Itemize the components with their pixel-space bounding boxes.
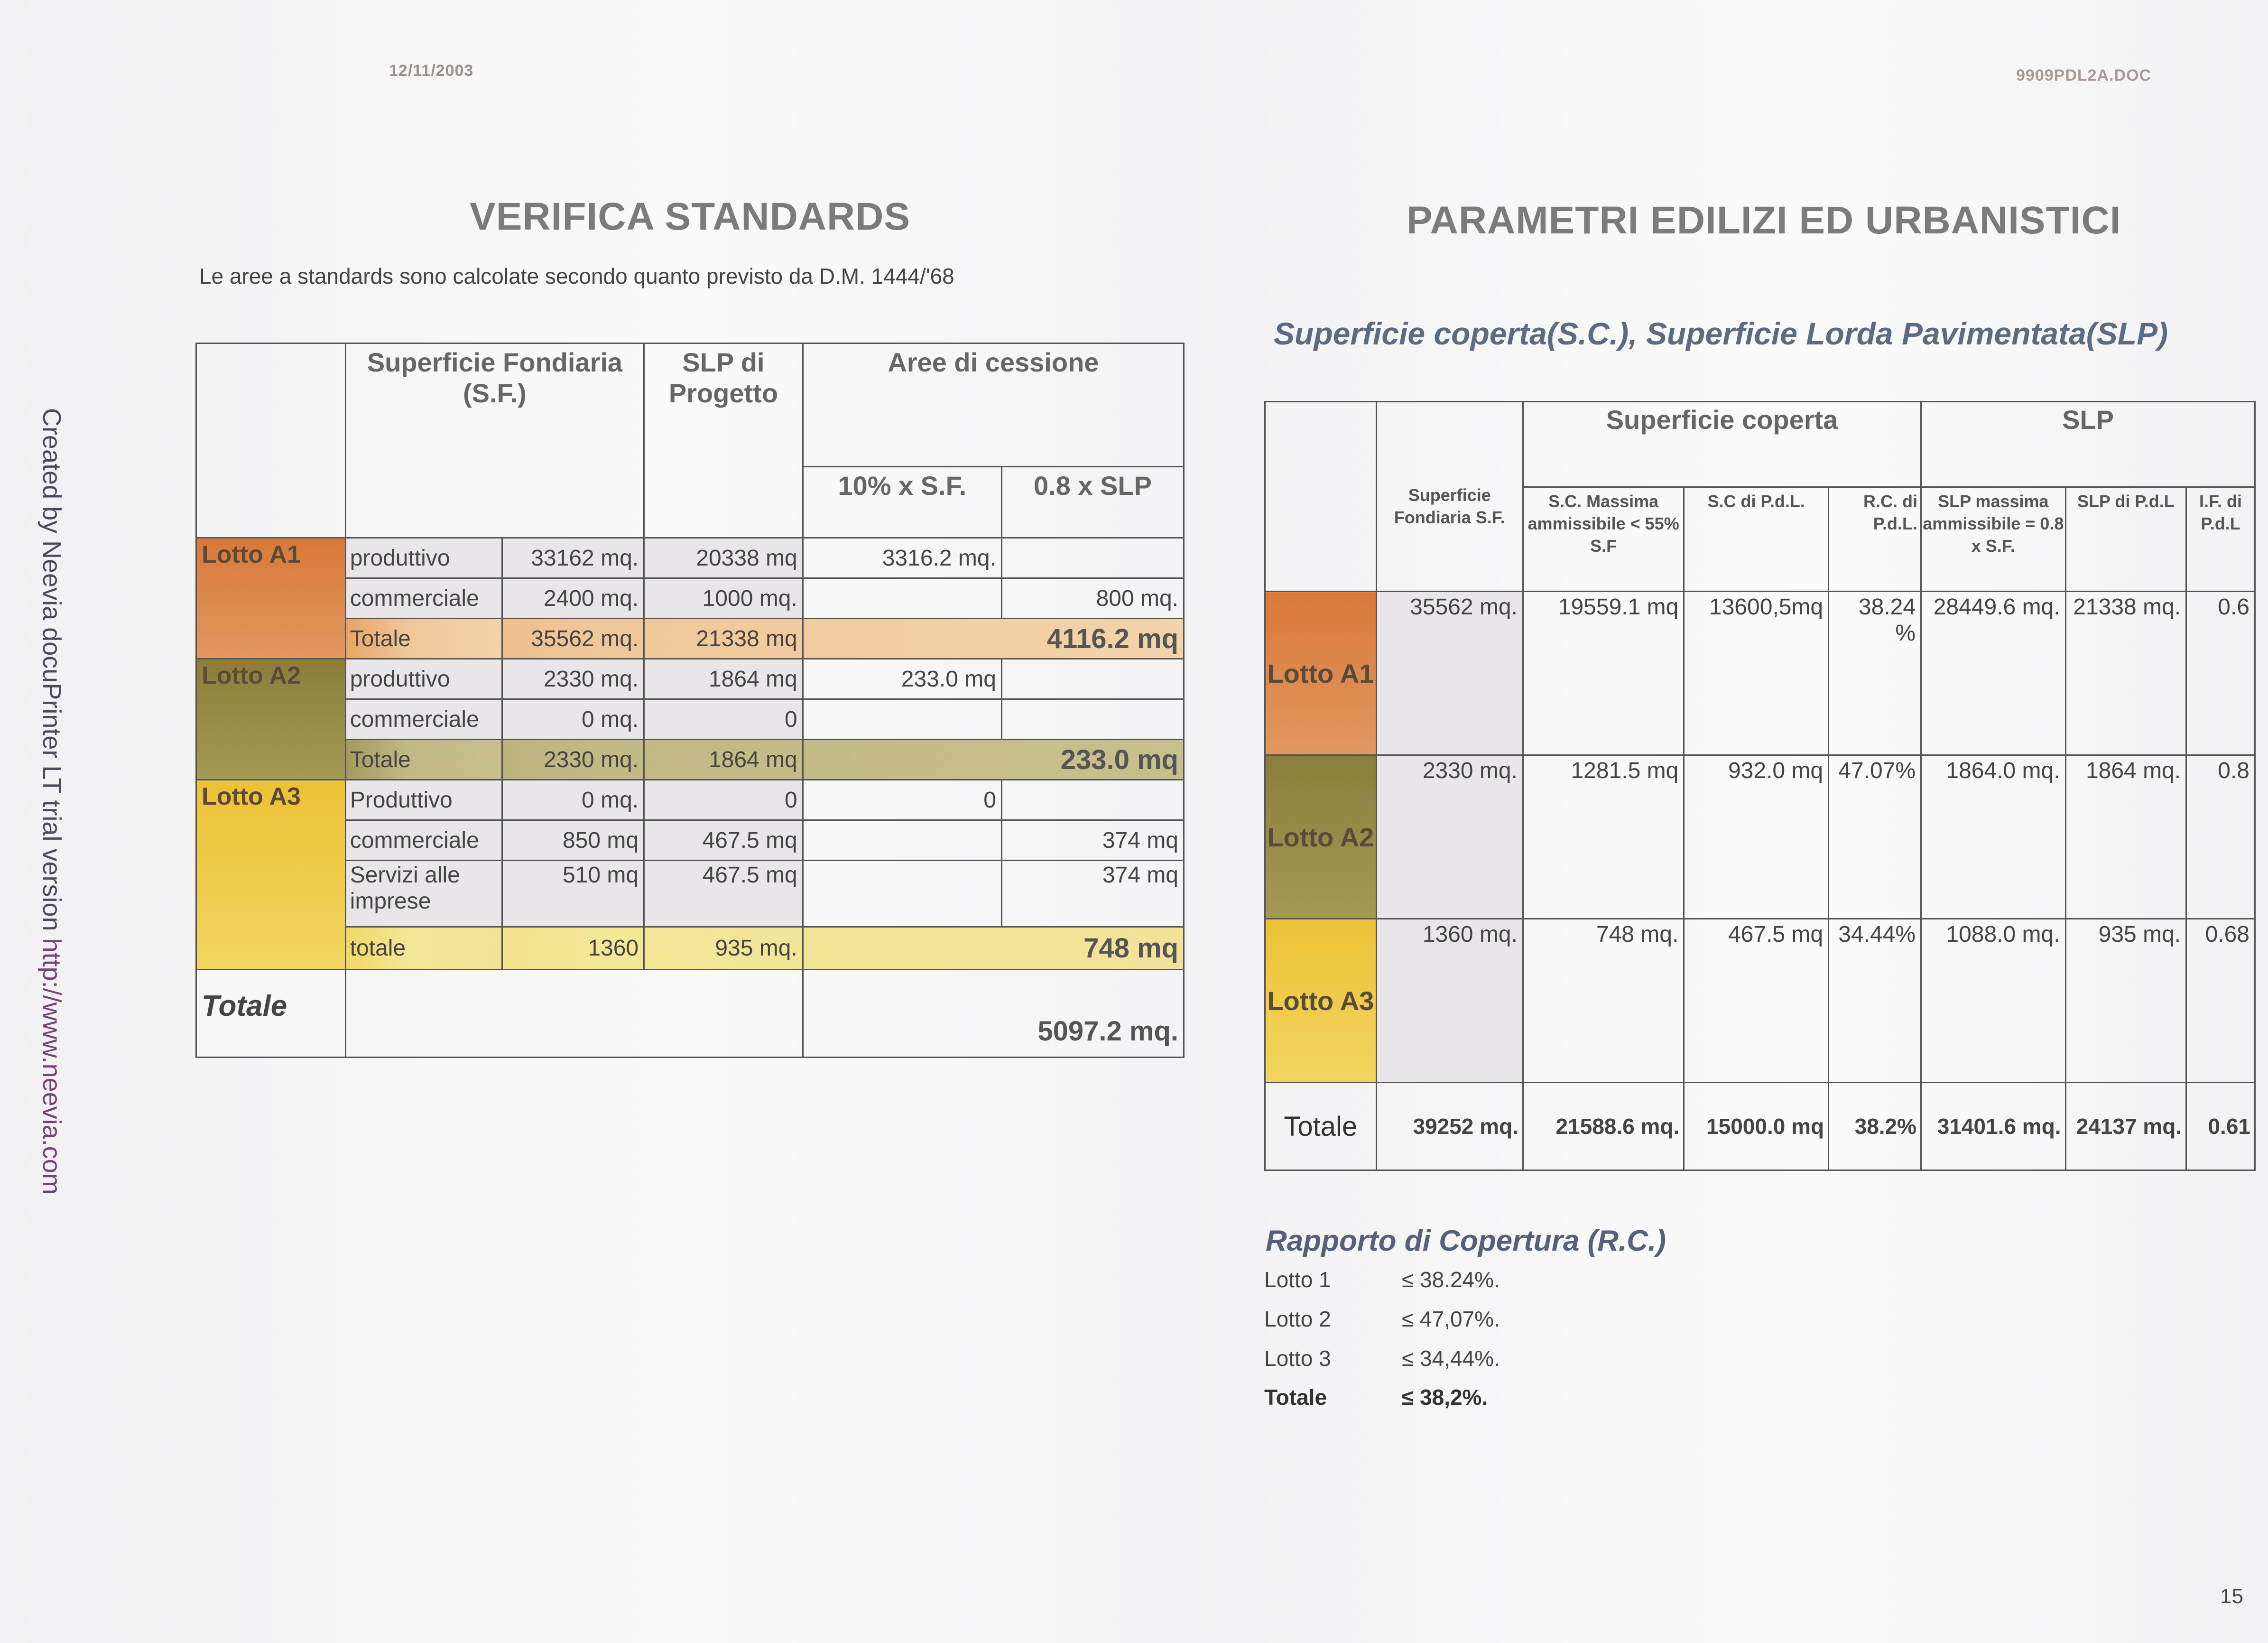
page-number: 15 <box>2220 1585 2243 1608</box>
total-label: Totale <box>345 740 502 780</box>
slp-header: SLP di Progetto <box>644 343 803 538</box>
value-cell: 1088.0 mq. <box>1921 919 2066 1083</box>
value-cell: 2330 mq. <box>1376 755 1523 919</box>
left-title: VERIFICA STANDARDS <box>470 195 911 238</box>
total-cell: 21588.6 mq. <box>1523 1083 1684 1170</box>
slp-cell: 0 <box>644 699 803 740</box>
row-label: commerciale <box>345 578 502 619</box>
value-cell: 19559.1 mq <box>1523 592 1684 755</box>
rc-value: ≤ 47,07%. <box>1402 1307 1500 1331</box>
col-rc-header: R.C. di P.d.L. <box>1829 487 1921 592</box>
coef-cell <box>1001 538 1184 578</box>
slp-cell: 20338 mq <box>644 538 803 578</box>
sf-total: 1360 <box>502 927 644 970</box>
rc-value: ≤ 34,44%. <box>1402 1346 1500 1371</box>
value-cell: 21338 mq. <box>2065 592 2186 755</box>
header-date: 12/11/2003 <box>389 62 474 80</box>
header-filename: 9909PDL2A.DOC <box>2016 66 2152 84</box>
col-slp-pdl-header: SLP di P.d.L <box>2065 487 2186 592</box>
slp-total: 1864 mq <box>644 740 803 780</box>
coef-cell: 800 mq. <box>1001 578 1184 619</box>
right-subtitle: Superficie coperta(S.C.), Superficie Lorda Pavimentata(SLP) <box>1274 316 2168 351</box>
aree-total: 233.0 mq <box>803 740 1184 780</box>
sc-group-header: Superficie coperta <box>1523 402 1921 487</box>
slp-total: 935 mq. <box>644 927 803 970</box>
value-cell: 0.8 <box>2186 755 2255 919</box>
rc-label: Lotto 2 <box>1264 1307 1331 1331</box>
value-cell: 28449.6 mq. <box>1921 592 2066 755</box>
parameters-table <box>1264 401 2256 1171</box>
sf-header: Superficie Fondiaria (S.F.) <box>345 343 644 538</box>
rc-label: Totale <box>1264 1385 1327 1410</box>
pct-cell <box>803 699 1001 740</box>
coef-cell <box>1001 659 1184 699</box>
pct-cell: 233.0 mq <box>803 659 1001 699</box>
rc-row <box>1264 1306 1500 1332</box>
lot-a3-label: Lotto A3 <box>196 780 346 970</box>
total-row-label: Totale <box>1265 1083 1377 1170</box>
sf-total: 2330 mq. <box>502 740 644 780</box>
aree-total: 4116.2 mq <box>803 619 1184 659</box>
coef-cell <box>1001 699 1184 740</box>
rc-row-total <box>1264 1384 1488 1410</box>
slp-cell: 0 <box>644 780 803 820</box>
sf-cell: 0 mq. <box>502 699 644 740</box>
value-cell: 935 mq. <box>2065 919 2186 1083</box>
slp-total: 21338 mq <box>644 619 803 659</box>
standards-table <box>195 343 1185 1058</box>
rc-label: Lotto 1 <box>1264 1267 1331 1292</box>
watermark-link[interactable]: http://www.neevia.com <box>37 938 66 1195</box>
value-cell: 35562 mq. <box>1376 592 1523 755</box>
value-cell: 38.24 % <box>1829 592 1921 755</box>
sf-cell: 510 mq <box>502 861 644 927</box>
pct-cell: 0 <box>803 780 1001 820</box>
row-label: commerciale <box>345 699 502 740</box>
value-cell: 467.5 mq <box>1684 919 1829 1083</box>
row-label: Servizi alle imprese <box>345 861 502 927</box>
sf-cell: 850 mq <box>502 820 644 861</box>
slp-group-header: SLP <box>1921 402 2255 487</box>
rc-value: ≤ 38,2%. <box>1402 1385 1488 1410</box>
standards-note: Le aree a standards sono calcolate secondo quanto previsto da D.M. 1444/'68 <box>199 264 954 288</box>
col-sf-header: Superficie Fondiaria S.F. <box>1376 402 1523 592</box>
total-cell: 24137 mq. <box>2065 1083 2186 1170</box>
grand-total-spacer <box>345 970 803 1058</box>
pct-cell: 3316.2 mq. <box>803 538 1001 578</box>
value-cell: 47.07% <box>1829 755 1921 919</box>
col-sc-max-header: S.C. Massima ammissibile < 55% S.F <box>1523 487 1684 592</box>
col-if-header: I.F. di P.d.L <box>2186 487 2255 592</box>
rc-row <box>1264 1267 1500 1292</box>
aree-header: Aree di cessione <box>803 343 1184 467</box>
coef-header: 0.8 x SLP <box>1001 467 1184 538</box>
value-cell: 748 mq. <box>1523 919 1684 1083</box>
grand-total-label: Totale <box>196 970 346 1058</box>
row-label: commerciale <box>345 820 502 861</box>
rc-label: Lotto 3 <box>1264 1346 1331 1371</box>
total-cell: 38.2% <box>1829 1083 1921 1170</box>
total-label: Totale <box>345 619 502 659</box>
total-label: totale <box>345 927 502 970</box>
value-cell: 1864 mq. <box>2065 755 2186 919</box>
pct-cell <box>803 861 1001 927</box>
pct-cell <box>803 578 1001 619</box>
value-cell: 0.6 <box>2186 592 2255 755</box>
row-lot-a3: Lotto A3 <box>1265 919 1377 1083</box>
slp-cell: 1864 mq <box>644 659 803 699</box>
sf-cell: 33162 mq. <box>502 538 644 578</box>
row-label: produttivo <box>345 538 502 578</box>
sf-cell: 2400 mq. <box>502 578 644 619</box>
slp-cell: 467.5 mq <box>644 820 803 861</box>
sf-cell: 2330 mq. <box>502 659 644 699</box>
value-cell: 1864.0 mq. <box>1921 755 2066 919</box>
sf-total: 35562 mq. <box>502 619 644 659</box>
slp-cell: 467.5 mq <box>644 861 803 927</box>
corner-cell <box>1265 402 1377 592</box>
value-cell: 1360 mq. <box>1376 919 1523 1083</box>
aree-total: 748 mq <box>803 927 1184 970</box>
watermark-text: Created by Neevia docuPrinter LT trial version <box>37 408 66 938</box>
value-cell: 34.44% <box>1829 919 1921 1083</box>
value-cell: 13600,5mq <box>1684 592 1829 755</box>
row-lot-a1: Lotto A1 <box>1265 592 1377 755</box>
total-cell: 15000.0 mq <box>1684 1083 1829 1170</box>
row-lot-a2: Lotto A2 <box>1265 755 1377 919</box>
right-title: PARAMETRI EDILIZI ED URBANISTICI <box>1407 199 2121 242</box>
row-label: Produttivo <box>345 780 502 820</box>
total-cell: 39252 mq. <box>1376 1083 1523 1170</box>
value-cell: 1281.5 mq <box>1523 755 1684 919</box>
col-slp-max-header: SLP massima ammissibile = 0.8 x S.F. <box>1921 487 2066 592</box>
value-cell: 0.68 <box>2186 919 2255 1083</box>
sf-cell: 0 mq. <box>502 780 644 820</box>
rc-row <box>1264 1346 1500 1371</box>
coef-cell <box>1001 780 1184 820</box>
slp-cell: 1000 mq. <box>644 578 803 619</box>
row-label: produttivo <box>345 659 502 699</box>
value-cell: 932.0 mq <box>1684 755 1829 919</box>
rc-title: Rapporto di Copertura (R.C.) <box>1266 1225 1666 1257</box>
total-cell: 0.61 <box>2186 1083 2255 1170</box>
lot-a2-label: Lotto A2 <box>196 659 346 780</box>
corner-cell <box>196 343 346 538</box>
watermark <box>28 408 66 1262</box>
pct-cell <box>803 820 1001 861</box>
rc-value: ≤ 38.24%. <box>1402 1267 1500 1292</box>
col-sc-pdl-header: S.C di P.d.L. <box>1684 487 1829 592</box>
coef-cell: 374 mq <box>1001 861 1184 927</box>
lot-a1-label: Lotto A1 <box>196 538 346 659</box>
grand-total-value: 5097.2 mq. <box>803 970 1184 1058</box>
pct-header: 10% x S.F. <box>803 467 1001 538</box>
coef-cell: 374 mq <box>1001 820 1184 861</box>
total-cell: 31401.6 mq. <box>1921 1083 2066 1170</box>
